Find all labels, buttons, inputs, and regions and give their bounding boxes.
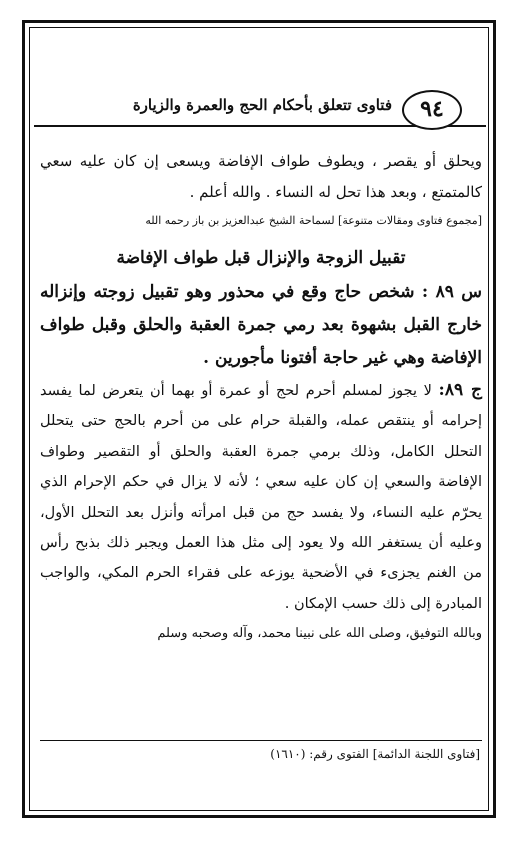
answer-text: لا يجوز لمسلم أحرم لحج أو عمرة أو بهما أن يتعرض لما يفسد إحرامه أو ينتقص عمله، والقبلة حرام على من أحرم بالحج حتى يتحلل التحلل الكامل، وذلك برمي جمرة العقبة والحلق أو التقصير وطواف الإفاضة والسعي إن كان عليه سعي ؛ لأنه لا يزال في حكم الإحرام الذي يحرّم عليه النساء، ولا يفسد حج من قبل امرأته وأنزل بعد التحلل الأول، وعليه أن يستغفر الله ولا يعود إلى مثل هذا العمل ويجبر ذلك بذبح رأس من الغنم يجزىء في الأضحية يوزعه على فقراء الحرم المكي، والواجب المبادرة إلى ذلك حسب الإمكان . <box>40 383 482 612</box>
answer-label: ج ٨٩: <box>438 380 482 400</box>
footer-rule <box>40 740 482 741</box>
section-heading: تقبيل الزوجة والإنزال قبل طواف الإفاضة <box>116 248 406 268</box>
fatwa-reference: [فتاوى اللجنة الدائمة] الفتوى رقم: (١٦١٠) <box>270 747 480 761</box>
page-body <box>40 146 482 647</box>
intro-paragraph: ويحلق أو يقصر ، ويطوف طواف الإفاضة ويسعى إن كان عليه سعي كالمتمتع ، وبعد هذا تحل له النساء . والله أعلم . <box>40 152 482 201</box>
page-number: ٩٤ <box>402 90 462 130</box>
running-title: فتاوى تتعلق بأحكام الحج والعمرة والزيارة <box>132 96 392 114</box>
page-header <box>34 92 486 132</box>
intro-source: [مجموع فتاوى ومقالات متنوعة] لسماحة الشيخ عبدالعزيز بن باز رحمه الله <box>145 214 482 227</box>
closing-line: وبالله التوفيق، وصلى الله على نبينا محمد، وآله وصحبه وسلم <box>157 626 482 642</box>
question-89: س ٨٩ : شخص حاج وقع في محذور وهو تقبيل زوجته وإنزاله خارج القبل بشهوة بعد رمي جمرة العقبة والحلق وقبل طواف الإفاضة وهي غير حاجة أفتونا مأجورين . <box>40 282 482 368</box>
answer-89 <box>40 375 482 619</box>
